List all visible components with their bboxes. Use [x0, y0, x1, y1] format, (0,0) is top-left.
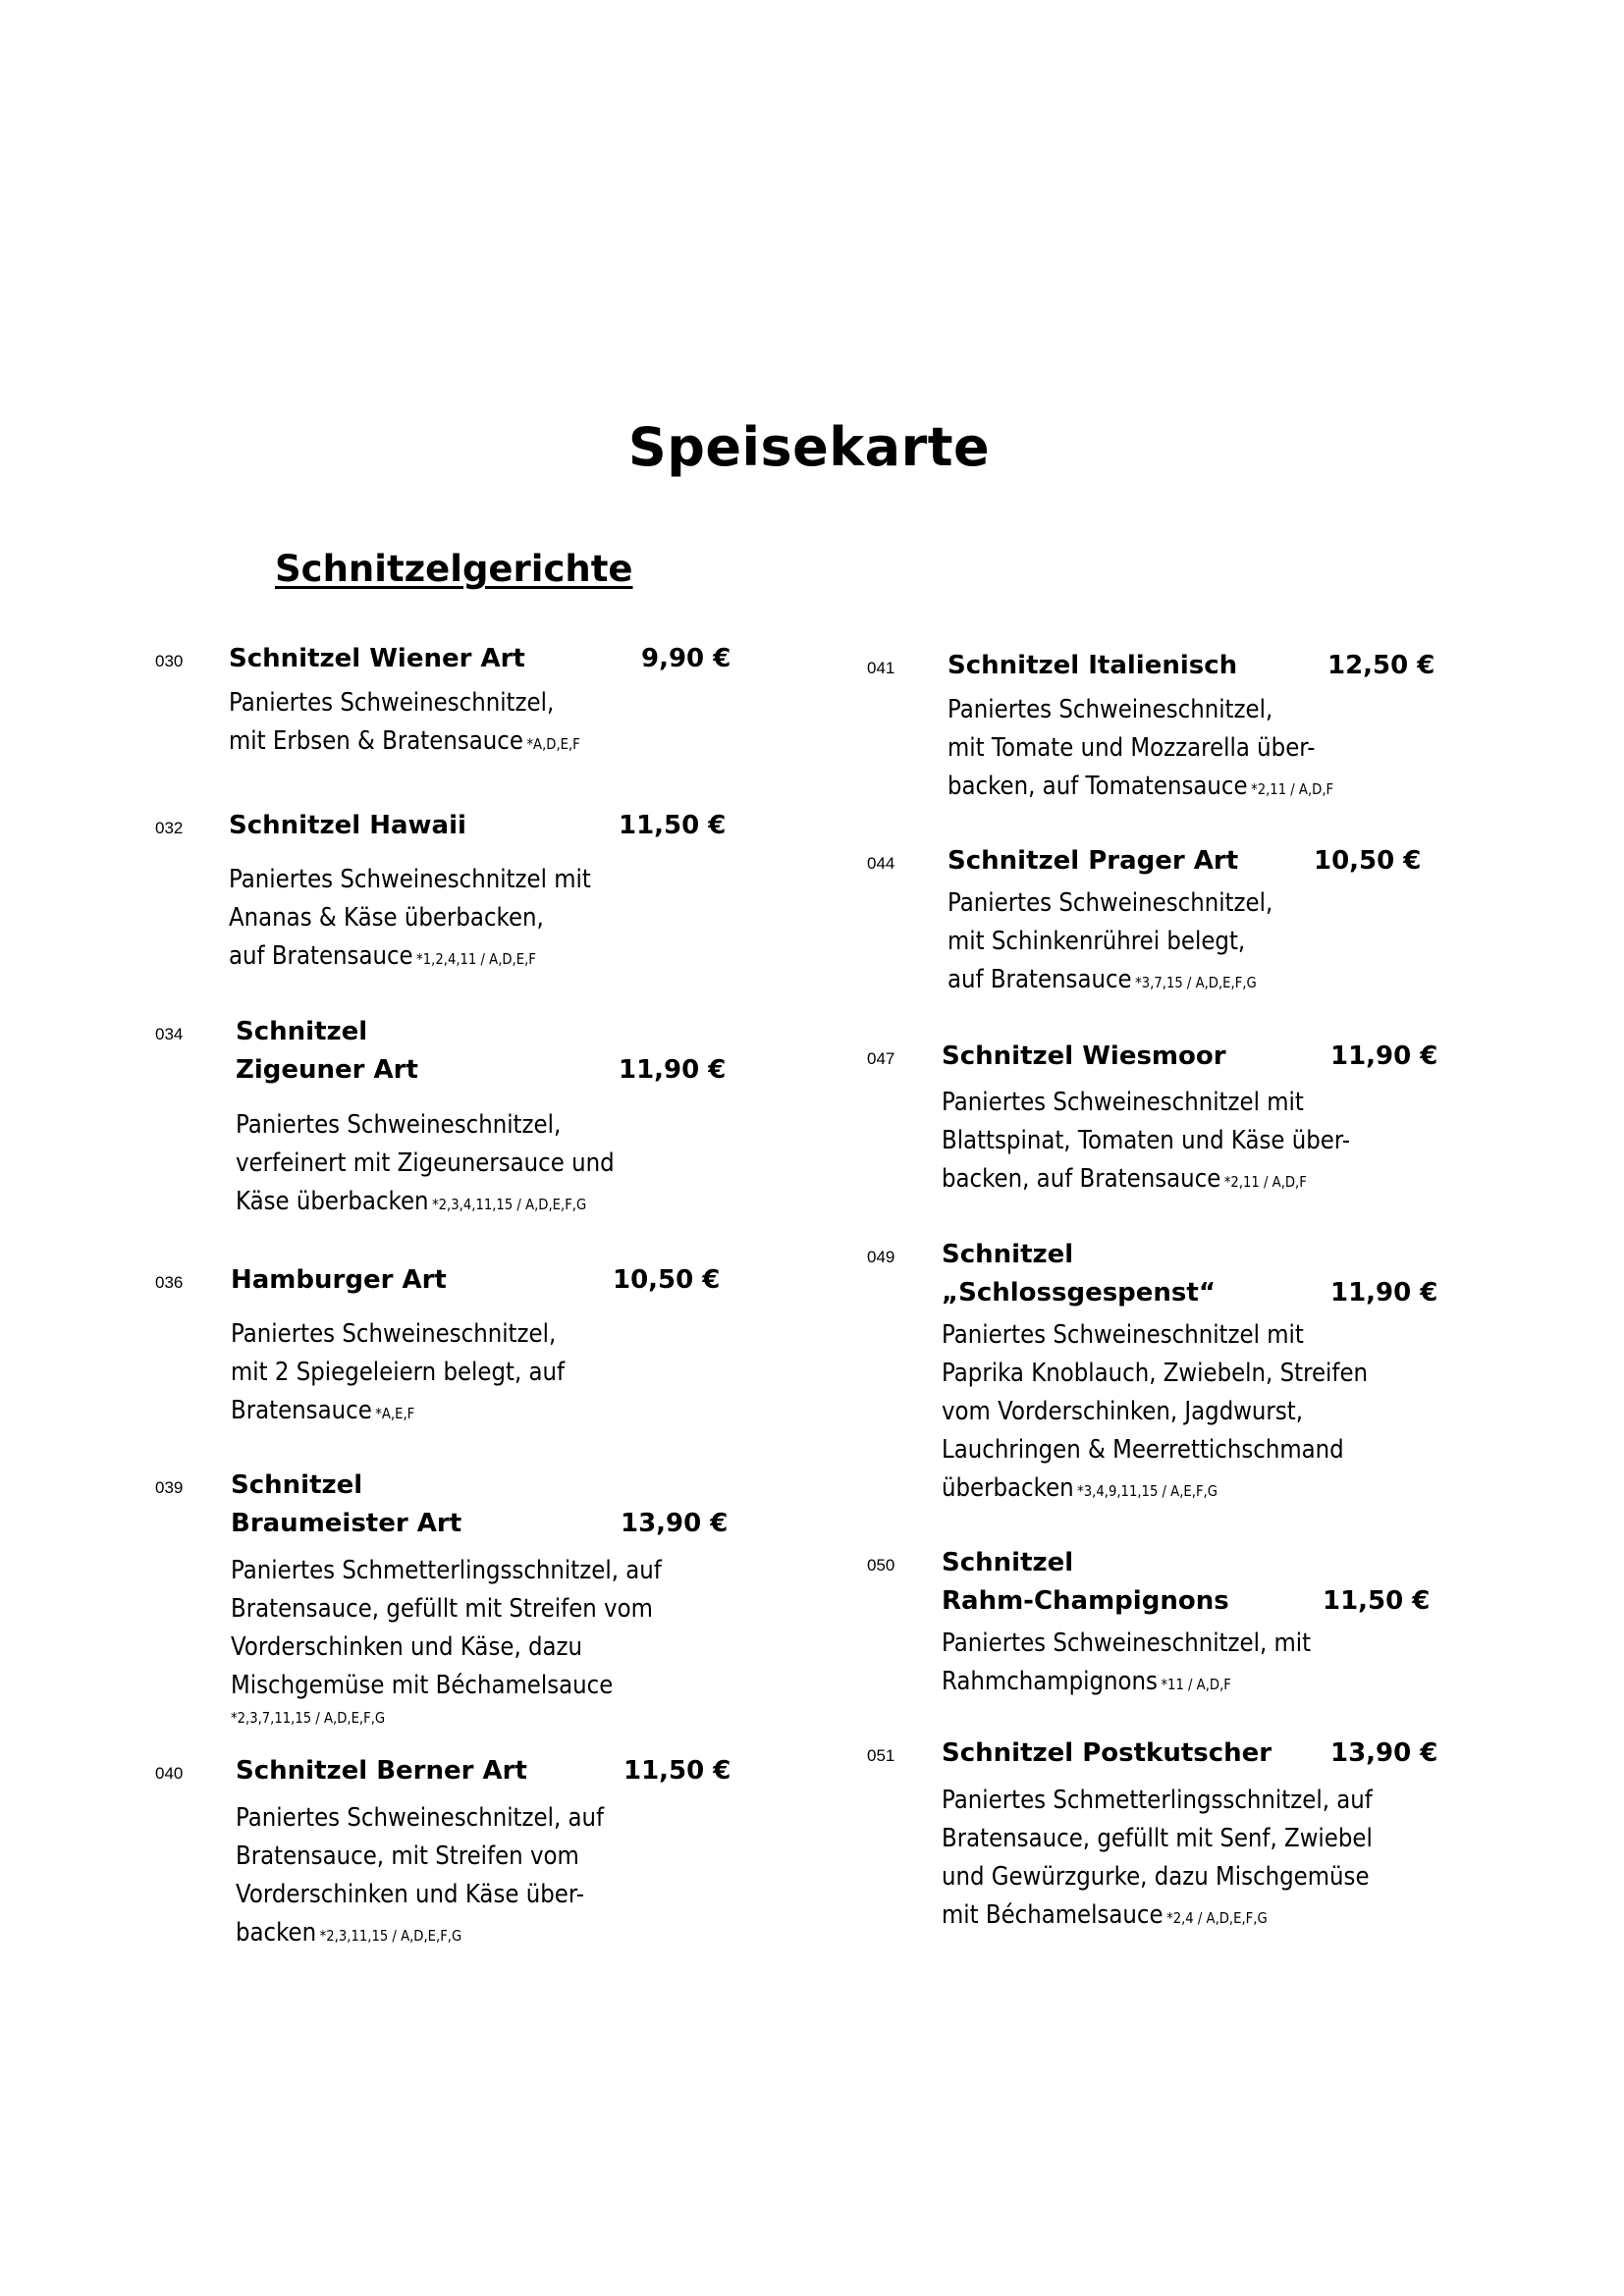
item-name-line: Schnitzel — [942, 1548, 1074, 1577]
item-description — [942, 1625, 1311, 1704]
item-name — [236, 1013, 418, 1090]
description-line — [229, 722, 580, 764]
item-number: 051 — [867, 1746, 895, 1765]
description-line — [229, 684, 580, 722]
allergen-codes: *A,E,F — [375, 1405, 415, 1422]
allergen-codes: *2,3,4,11,15 / A,D,E,F,G — [432, 1196, 587, 1213]
item-name-line: Schnitzel Prager Art — [947, 846, 1239, 876]
item-description — [236, 1799, 604, 1955]
item-price: 11,90 € — [1330, 1278, 1438, 1308]
description-text: Bratensauce, gefüllt mit Senf, Zwiebel — [942, 1824, 1373, 1853]
description-line — [229, 937, 591, 979]
item-number: 032 — [155, 819, 184, 837]
item-name — [229, 640, 525, 678]
item-description — [231, 1552, 662, 1731]
item-description — [229, 861, 591, 979]
page-title-text: Speisekarte — [627, 416, 991, 478]
item-name — [947, 647, 1237, 685]
description-text: Bratensauce — [231, 1396, 372, 1425]
item-price: 11,90 € — [1330, 1041, 1438, 1071]
description-line — [231, 1354, 565, 1392]
item-name-line: Zigeuner Art — [236, 1055, 418, 1085]
description-text: verfeinert mit Zigeunersauce und — [236, 1148, 615, 1178]
description-line — [942, 1663, 1311, 1704]
item-name-line: Braumeister Art — [231, 1509, 462, 1538]
item-price: 11,50 € — [623, 1756, 731, 1786]
item-price: 11,50 € — [1323, 1586, 1431, 1616]
description-line — [947, 691, 1333, 729]
description-text: Lauchringen & Meerrettichschmand — [942, 1435, 1344, 1465]
item-description — [942, 1084, 1350, 1201]
item-name — [942, 1735, 1272, 1773]
item-number: 047 — [867, 1049, 895, 1068]
item-number: 049 — [867, 1248, 895, 1266]
item-name-line: Schnitzel — [236, 1017, 368, 1046]
description-text: Paniertes Schweineschnitzel, mit — [942, 1629, 1312, 1658]
item-price: 12,50 € — [1327, 651, 1435, 680]
description-text: mit 2 Spiegeleiern belegt, auf — [231, 1358, 566, 1387]
description-text: Paniertes Schweineschnitzel mit — [942, 1320, 1304, 1350]
description-text: backen — [236, 1918, 317, 1948]
description-line — [942, 1896, 1373, 1938]
item-name-line: Schnitzel Wiesmoor — [942, 1041, 1226, 1071]
allergen-codes: *2,3,7,11,15 / A,D,E,F,G — [231, 1709, 386, 1727]
description-text: Paniertes Schweineschnitzel, — [947, 888, 1273, 918]
description-line — [947, 729, 1333, 768]
description-line — [231, 1629, 662, 1667]
description-line — [236, 1106, 615, 1145]
description-line — [942, 1355, 1368, 1393]
description-line — [942, 1084, 1350, 1122]
description-text: Paniertes Schweineschnitzel, — [231, 1319, 557, 1349]
description-line — [942, 1782, 1373, 1820]
allergen-codes: *2,11 / A,D,F — [1251, 780, 1334, 798]
item-name-line: Schnitzel Hawaii — [229, 811, 466, 840]
description-text: Paniertes Schweineschnitzel, auf — [236, 1803, 605, 1833]
description-text: auf Bratensauce — [947, 965, 1132, 994]
description-line — [231, 1590, 662, 1629]
description-line — [236, 1183, 615, 1224]
description-line — [236, 1914, 604, 1955]
description-line — [236, 1838, 604, 1876]
description-text: Ananas & Käse überbacken, — [229, 903, 544, 933]
description-line — [947, 768, 1333, 809]
description-text: auf Bratensauce — [229, 941, 413, 971]
allergen-codes: *2,4 / A,D,E,F,G — [1166, 1909, 1268, 1927]
description-line — [947, 923, 1272, 961]
item-name — [947, 842, 1238, 881]
item-description — [947, 884, 1272, 1002]
item-price: 10,50 € — [1314, 846, 1422, 876]
description-line — [236, 1145, 615, 1183]
description-line — [942, 1431, 1368, 1469]
section-title: Schnitzelgerichte — [275, 548, 633, 590]
item-name — [231, 1261, 447, 1300]
description-text: Paprika Knoblauch, Zwiebeln, Streifen — [942, 1359, 1369, 1388]
description-text: mit Tomate und Mozzarella über- — [947, 733, 1316, 763]
item-name — [942, 1038, 1226, 1076]
item-number: 040 — [155, 1764, 184, 1783]
description-line — [236, 1799, 604, 1838]
description-text: mit Schinkenrührei belegt, — [947, 927, 1246, 956]
allergen-codes: *1,2,4,11 / A,D,E,F — [416, 950, 536, 968]
item-price: 13,90 € — [621, 1509, 729, 1538]
description-line — [942, 1625, 1311, 1663]
item-price: 11,90 € — [619, 1055, 727, 1085]
item-number: 039 — [155, 1478, 184, 1497]
allergen-codes: *3,4,9,11,15 / A,E,F,G — [1077, 1482, 1218, 1500]
item-price: 9,90 € — [641, 644, 731, 673]
description-line — [236, 1876, 604, 1914]
description-text: Mischgemüse mit Béchamelsauce — [231, 1671, 614, 1700]
item-name-line: „Schlossgespenst“ — [942, 1278, 1216, 1308]
description-line — [942, 1122, 1350, 1160]
allergen-codes: *11 / A,D,F — [1161, 1676, 1231, 1693]
description-text: Paniertes Schweineschnitzel mit — [229, 865, 591, 894]
item-number: 030 — [155, 652, 184, 670]
description-text: backen, auf Tomatensauce — [947, 772, 1248, 801]
description-line — [947, 884, 1272, 923]
item-number: 041 — [867, 659, 895, 677]
item-description — [942, 1316, 1368, 1511]
description-line — [231, 1667, 662, 1705]
description-text: vom Vorderschinken, Jagdwurst, — [942, 1397, 1304, 1426]
item-description — [229, 684, 580, 764]
item-name — [231, 1467, 461, 1543]
description-text: backen, auf Bratensauce — [942, 1164, 1221, 1194]
item-name-line: Rahm-Champignons — [942, 1586, 1229, 1616]
description-line — [229, 861, 591, 899]
description-text: Vorderschinken und Käse, dazu — [231, 1632, 583, 1662]
description-line — [231, 1552, 662, 1590]
description-text: Paniertes Schweineschnitzel, — [947, 695, 1273, 724]
description-line — [942, 1316, 1368, 1355]
item-name-line: Schnitzel Italienisch — [947, 651, 1238, 680]
description-text: mit Béchamelsauce — [942, 1900, 1164, 1930]
description-text: Vorderschinken und Käse über- — [236, 1880, 585, 1909]
allergen-codes: *3,7,15 / A,D,E,F,G — [1135, 974, 1257, 991]
allergen-codes: *2,11 / A,D,F — [1223, 1173, 1307, 1191]
item-number: 034 — [155, 1025, 184, 1043]
item-name-line: Schnitzel — [942, 1240, 1074, 1269]
description-text: Paniertes Schmetterlingsschnitzel, auf — [231, 1556, 662, 1585]
page-title — [0, 416, 1624, 478]
item-number: 044 — [867, 854, 895, 873]
item-name — [942, 1544, 1229, 1621]
description-line — [942, 1469, 1368, 1511]
description-text: Blattspinat, Tomaten und Käse über- — [942, 1126, 1351, 1155]
item-name-line: Schnitzel Postkutscher — [942, 1738, 1272, 1768]
item-name-line: Schnitzel Berner Art — [236, 1756, 527, 1786]
description-text: Käse überbacken — [236, 1187, 429, 1216]
description-text: mit Erbsen & Bratensauce — [229, 726, 523, 756]
description-text: Bratensauce, gefüllt mit Streifen vom — [231, 1594, 653, 1624]
description-text: Paniertes Schweineschnitzel, — [236, 1110, 562, 1140]
item-name-line: Schnitzel Wiener Art — [229, 644, 525, 673]
description-line — [231, 1392, 565, 1433]
description-line — [231, 1315, 565, 1354]
item-name — [229, 807, 466, 845]
description-line — [947, 961, 1272, 1002]
item-number: 050 — [867, 1556, 895, 1575]
allergen-codes: *2,3,11,15 / A,D,E,F,G — [319, 1927, 462, 1945]
description-line — [942, 1858, 1373, 1896]
item-description — [947, 691, 1333, 809]
allergen-codes: *A,D,E,F — [526, 735, 580, 753]
item-description — [231, 1315, 565, 1433]
description-line — [942, 1820, 1373, 1858]
description-text: Paniertes Schweineschnitzel, — [229, 688, 555, 718]
item-description — [236, 1106, 615, 1224]
item-description — [942, 1782, 1373, 1938]
description-line — [229, 899, 591, 937]
item-name — [236, 1752, 527, 1790]
description-text: Paniertes Schweineschnitzel mit — [942, 1088, 1304, 1117]
description-line — [942, 1393, 1368, 1431]
description-text: Rahmchampignons — [942, 1667, 1158, 1696]
item-price: 13,90 € — [1330, 1738, 1438, 1768]
item-number: 036 — [155, 1273, 184, 1292]
description-text: Bratensauce, mit Streifen vom — [236, 1842, 579, 1871]
description-text: und Gewürzgurke, dazu Mischgemüse — [942, 1862, 1370, 1892]
item-name-line: Schnitzel — [231, 1470, 363, 1500]
item-price: 11,50 € — [619, 811, 727, 840]
item-price: 10,50 € — [613, 1265, 721, 1295]
description-text: Paniertes Schmetterlingsschnitzel, auf — [942, 1786, 1373, 1815]
description-text: überbacken — [942, 1473, 1074, 1503]
item-name-line: Hamburger Art — [231, 1265, 447, 1295]
description-line — [942, 1160, 1350, 1201]
item-name — [942, 1236, 1216, 1312]
